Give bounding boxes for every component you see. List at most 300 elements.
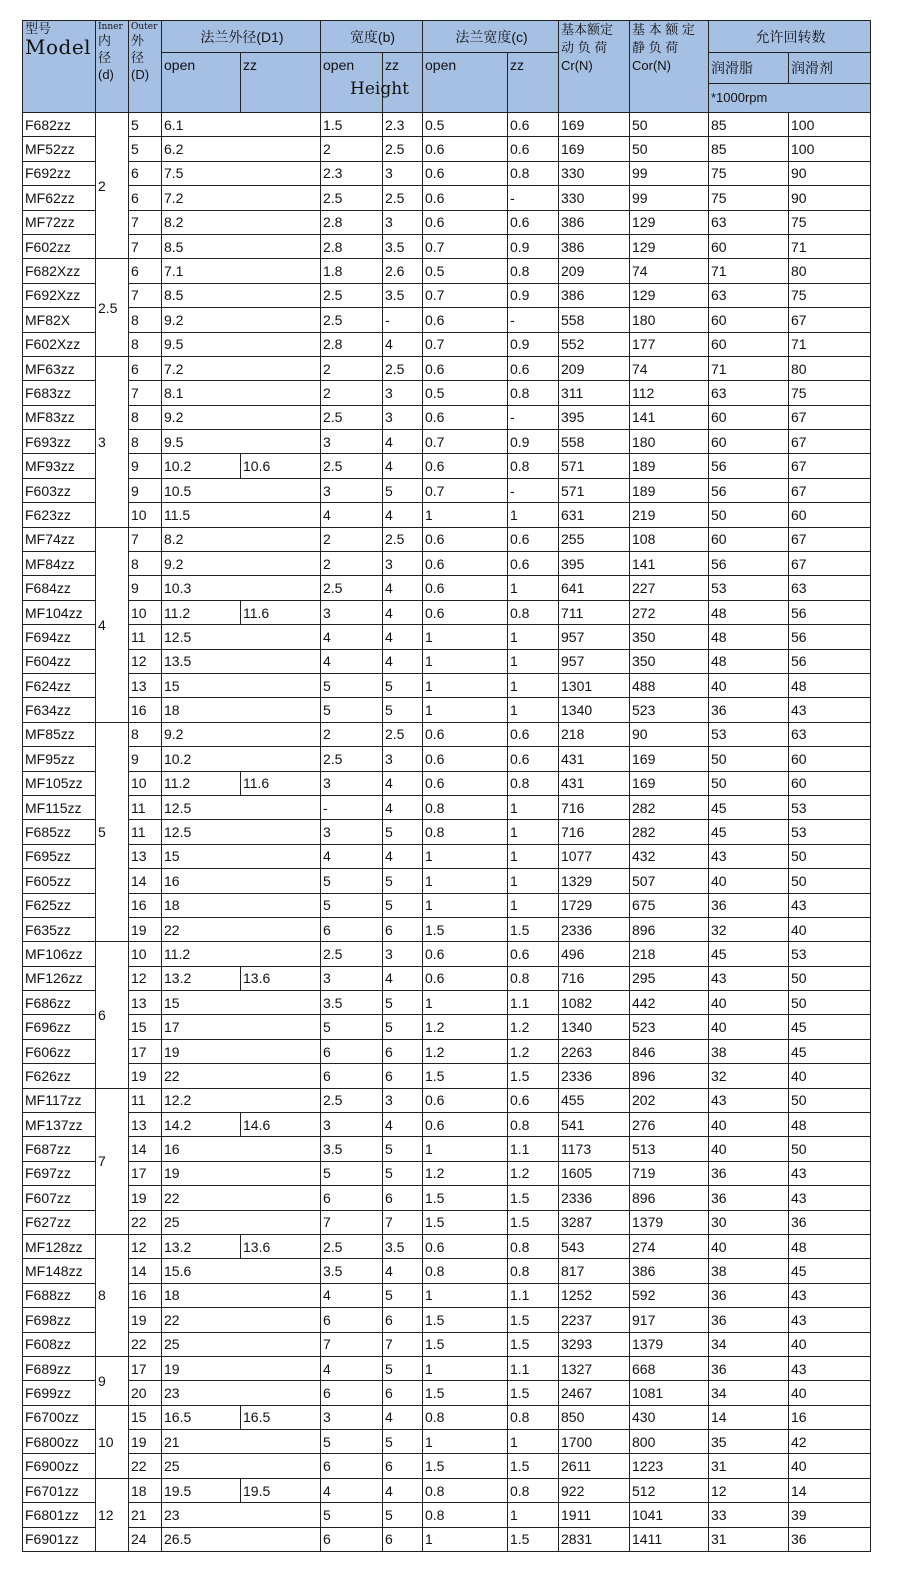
flange-width-zz-cell: - <box>508 478 559 502</box>
dynamic-load-cell: 922 <box>559 1478 630 1502</box>
table-row <box>23 1259 871 1283</box>
width-open-cell: - <box>321 795 383 819</box>
static-load-cell: 513 <box>630 1137 709 1161</box>
speed-oil-cell: 67 <box>789 430 871 454</box>
static-load-cell: 675 <box>630 893 709 917</box>
table-row <box>23 1356 871 1380</box>
dynamic-load-cell: 431 <box>559 771 630 795</box>
width-zz-cell: 3.5 <box>383 1234 423 1258</box>
outer-diameter-cell: 19 <box>129 917 162 941</box>
flange-width-zz-cell: 1 <box>508 1430 559 1454</box>
width-open-cell: 2 <box>321 381 383 405</box>
static-load-cell: 90 <box>630 722 709 746</box>
static-load-cell: 276 <box>630 1113 709 1137</box>
dynamic-load-cell: 716 <box>559 795 630 819</box>
static-load-cell: 169 <box>630 747 709 771</box>
flange-od-cell: 16 <box>162 1137 321 1161</box>
flange-od-zz-cell: 11.6 <box>241 600 321 624</box>
inner-diameter-cell: 4 <box>96 527 129 722</box>
outer-diameter-cell: 6 <box>129 356 162 380</box>
width-open-cell: 6 <box>321 1381 383 1405</box>
static-load-header <box>630 21 709 113</box>
dynamic-load-cell: 957 <box>559 625 630 649</box>
model-cell: MF117zz <box>23 1088 96 1112</box>
flange-width-open-cell: 1.5 <box>423 1454 508 1478</box>
table-row <box>23 1503 871 1527</box>
static-load-cell: 1041 <box>630 1503 709 1527</box>
static-load-line: 静 负 荷 <box>632 40 679 55</box>
width-open-cell: 3 <box>321 771 383 795</box>
speed-oil-cell: 60 <box>789 771 871 795</box>
speed-oil-cell: 45 <box>789 1259 871 1283</box>
inner-diameter-cell: 3 <box>96 356 129 527</box>
outer-header-line: 外 <box>131 33 145 48</box>
static-load-cell: 50 <box>630 137 709 161</box>
speed-grease-cell: 63 <box>709 283 789 307</box>
speed-grease-cell: 56 <box>709 454 789 478</box>
flange-width-zz-cell: 1.5 <box>508 1454 559 1478</box>
flange-width-open-cell: 0.8 <box>423 1503 508 1527</box>
inner-diameter-cell: 6 <box>96 942 129 1088</box>
speed-grease-cell: 43 <box>709 844 789 868</box>
speed-grease-cell: 40 <box>709 869 789 893</box>
speed-grease-cell: 36 <box>709 1356 789 1380</box>
speed-oil-cell: 48 <box>789 1113 871 1137</box>
width-zz-cell: 3 <box>383 552 423 576</box>
width-open-cell: 2.5 <box>321 283 383 307</box>
flange-width-zz-cell: 0.9 <box>508 234 559 258</box>
static-load-cell: 177 <box>630 332 709 356</box>
width-zz-cell: 5 <box>383 820 423 844</box>
width-open-cell: 4 <box>321 503 383 527</box>
table-body <box>23 113 871 1552</box>
width-open-cell: 6 <box>321 1527 383 1551</box>
width-open-cell: 3 <box>321 430 383 454</box>
outer-diameter-cell: 8 <box>129 722 162 746</box>
dynamic-load-cell: 255 <box>559 527 630 551</box>
flange-od-cell: 21 <box>162 1430 321 1454</box>
flange-width-open-cell: 0.6 <box>423 942 508 966</box>
flange-width-open-cell: 1 <box>423 673 508 697</box>
static-load-cell: 719 <box>630 1161 709 1185</box>
outer-diameter-cell: 12 <box>129 649 162 673</box>
speed-oil-cell: 67 <box>789 454 871 478</box>
dynamic-load-cell: 1911 <box>559 1503 630 1527</box>
width-open-cell: 6 <box>321 917 383 941</box>
flange-width-zz-cell: 0.9 <box>508 332 559 356</box>
flange-width-open-cell: 1 <box>423 844 508 868</box>
speed-grease-cell: 60 <box>709 430 789 454</box>
flange-width-open-cell: 1 <box>423 1527 508 1551</box>
model-cell: F699zz <box>23 1381 96 1405</box>
outer-diameter-cell: 8 <box>129 430 162 454</box>
grease-header: 润滑脂 <box>709 53 789 84</box>
width-open-cell: 2.8 <box>321 210 383 234</box>
table-row <box>23 673 871 697</box>
width-zz-cell: 2.6 <box>383 259 423 283</box>
speed-grease-cell: 34 <box>709 1381 789 1405</box>
flange-width-zz-cell: 0.6 <box>508 942 559 966</box>
static-load-cell: 282 <box>630 795 709 819</box>
model-cell: MF52zz <box>23 137 96 161</box>
table-row <box>23 576 871 600</box>
flange-width-header: 法兰宽度(c) <box>423 21 559 53</box>
width-zz-cell: 3.5 <box>383 234 423 258</box>
flange-width-open-cell: 1.5 <box>423 1186 508 1210</box>
flange-width-zz-cell: 0.8 <box>508 1405 559 1429</box>
width-open-cell: 6 <box>321 1186 383 1210</box>
table-row <box>23 1430 871 1454</box>
flange-od-cell: 8.5 <box>162 283 321 307</box>
flange-od-cell: 11.5 <box>162 503 321 527</box>
speed-oil-cell: 80 <box>789 356 871 380</box>
flange-width-open-cell: 1.2 <box>423 1039 508 1063</box>
width-open-cell: 4 <box>321 1283 383 1307</box>
speed-grease-cell: 32 <box>709 1064 789 1088</box>
table-row <box>23 186 871 210</box>
dynamic-load-cell: 1605 <box>559 1161 630 1185</box>
flange-width-open-cell: 0.6 <box>423 1088 508 1112</box>
inner-diameter-cell: 8 <box>96 1234 129 1356</box>
speed-grease-cell: 36 <box>709 1308 789 1332</box>
speed-grease-cell: 36 <box>709 1161 789 1185</box>
flange-od-zz-header: zz <box>241 53 321 113</box>
dynamic-load-cell: 641 <box>559 576 630 600</box>
speed-grease-cell: 60 <box>709 234 789 258</box>
width-open-cell: 5 <box>321 698 383 722</box>
flange-width-open-cell: 0.8 <box>423 820 508 844</box>
dynamic-load-cell: 386 <box>559 234 630 258</box>
table-row <box>23 1137 871 1161</box>
static-load-cell: 99 <box>630 161 709 185</box>
speed-oil-cell: 14 <box>789 1478 871 1502</box>
flange-od-cell: 18 <box>162 698 321 722</box>
flange-width-zz-cell: 1.5 <box>508 1308 559 1332</box>
model-header <box>23 21 96 113</box>
width-open-cell: 2 <box>321 722 383 746</box>
table-row <box>23 722 871 746</box>
dynamic-load-cell: 2336 <box>559 917 630 941</box>
flange-od-open-cell: 19.5 <box>162 1478 241 1502</box>
flange-od-open-cell: 13.2 <box>162 1234 241 1258</box>
model-header-cn: 型号 <box>25 21 52 36</box>
speed-grease-cell: 60 <box>709 405 789 429</box>
inner-diameter-cell: 10 <box>96 1405 129 1478</box>
width-open-cell: 2 <box>321 552 383 576</box>
width-open-cell: 3 <box>321 966 383 990</box>
model-cell: MF74zz <box>23 527 96 551</box>
dynamic-load-cell: 455 <box>559 1088 630 1112</box>
inner-diameter-header <box>96 21 129 113</box>
speed-grease-cell: 34 <box>709 1332 789 1356</box>
width-open-cell: 2 <box>321 527 383 551</box>
speed-oil-cell: 43 <box>789 1283 871 1307</box>
speed-grease-cell: 60 <box>709 332 789 356</box>
model-cell: F625zz <box>23 893 96 917</box>
table-row <box>23 161 871 185</box>
flange-width-zz-cell: 1 <box>508 869 559 893</box>
table-row <box>23 234 871 258</box>
outer-diameter-cell: 6 <box>129 161 162 185</box>
flange-od-cell: 7.2 <box>162 186 321 210</box>
width-zz-cell: 3 <box>383 210 423 234</box>
flange-width-open-cell: 1 <box>423 1283 508 1307</box>
speed-oil-cell: 100 <box>789 113 871 137</box>
width-zz-cell: 3 <box>383 405 423 429</box>
speed-grease-cell: 14 <box>709 1405 789 1429</box>
table-row <box>23 1186 871 1210</box>
inner-diameter-cell: 7 <box>96 1088 129 1234</box>
table-row <box>23 771 871 795</box>
speed-oil-cell: 56 <box>789 600 871 624</box>
dynamic-load-cell: 431 <box>559 747 630 771</box>
outer-diameter-cell: 14 <box>129 1137 162 1161</box>
dynamic-load-cell: 716 <box>559 820 630 844</box>
speed-grease-cell: 63 <box>709 210 789 234</box>
outer-diameter-header <box>129 21 162 113</box>
speed-grease-cell: 32 <box>709 917 789 941</box>
outer-diameter-cell: 17 <box>129 1161 162 1185</box>
static-load-cell: 592 <box>630 1283 709 1307</box>
table-row <box>23 113 871 137</box>
flange-od-cell: 16 <box>162 869 321 893</box>
dynamic-load-cell: 2336 <box>559 1064 630 1088</box>
dynamic-load-cell: 1252 <box>559 1283 630 1307</box>
flange-width-open-cell: 0.7 <box>423 430 508 454</box>
speed-grease-cell: 36 <box>709 1186 789 1210</box>
flange-width-open-cell: 1.5 <box>423 917 508 941</box>
static-load-cell: 74 <box>630 356 709 380</box>
flange-width-zz-cell: 1.5 <box>508 1527 559 1551</box>
flange-od-cell: 7.2 <box>162 356 321 380</box>
table-row <box>23 1039 871 1063</box>
flange-width-zz-cell: 1.5 <box>508 1186 559 1210</box>
outer-diameter-cell: 13 <box>129 991 162 1015</box>
width-open-cell: 6 <box>321 1308 383 1332</box>
flange-width-zz-cell: 0.6 <box>508 747 559 771</box>
static-load-cell: 189 <box>630 478 709 502</box>
flange-od-cell: 8.2 <box>162 210 321 234</box>
speed-grease-cell: 43 <box>709 1088 789 1112</box>
width-zz-cell: 6 <box>383 1454 423 1478</box>
table-row <box>23 1161 871 1185</box>
speed-oil-cell: 90 <box>789 186 871 210</box>
width-zz-cell: 6 <box>383 1381 423 1405</box>
flange-width-zz-cell: 0.6 <box>508 527 559 551</box>
flange-width-zz-cell: 0.9 <box>508 283 559 307</box>
width-open-cell: 2 <box>321 137 383 161</box>
speed-grease-cell: 31 <box>709 1527 789 1551</box>
speed-oil-cell: 100 <box>789 137 871 161</box>
width-zz-cell: 4 <box>383 1405 423 1429</box>
speed-oil-cell: 53 <box>789 820 871 844</box>
model-cell: F684zz <box>23 576 96 600</box>
dynamic-load-cell: 496 <box>559 942 630 966</box>
dyn-load-line: Cr(N) <box>561 58 593 73</box>
speed-oil-cell: 67 <box>789 308 871 332</box>
flange-od-cell: 25 <box>162 1210 321 1234</box>
flange-width-open-cell: 1 <box>423 1430 508 1454</box>
inner-diameter-cell: 2.5 <box>96 259 129 357</box>
flange-width-open-cell: 0.6 <box>423 576 508 600</box>
model-cell: F602Xzz <box>23 332 96 356</box>
flange-width-open-cell: 0.7 <box>423 283 508 307</box>
width-open-cell: 7 <box>321 1332 383 1356</box>
speed-grease-cell: 48 <box>709 625 789 649</box>
flange-width-zz-cell: 1.2 <box>508 1015 559 1039</box>
outer-diameter-cell: 7 <box>129 381 162 405</box>
flange-width-open-cell: 1 <box>423 649 508 673</box>
model-cell: F6700zz <box>23 1405 96 1429</box>
outer-diameter-cell: 19 <box>129 1064 162 1088</box>
outer-diameter-cell: 11 <box>129 820 162 844</box>
outer-diameter-cell: 18 <box>129 1478 162 1502</box>
outer-diameter-cell: 7 <box>129 527 162 551</box>
flange-width-zz-cell: 0.8 <box>508 161 559 185</box>
speed-oil-cell: 40 <box>789 1064 871 1088</box>
table-row <box>23 405 871 429</box>
speed-oil-cell: 67 <box>789 527 871 551</box>
dynamic-load-cell: 571 <box>559 454 630 478</box>
outer-diameter-cell: 10 <box>129 942 162 966</box>
width-open-cell: 4 <box>321 649 383 673</box>
flange-width-open-cell: 0.6 <box>423 137 508 161</box>
model-cell: MF93zz <box>23 454 96 478</box>
width-zz-cell: 4 <box>383 600 423 624</box>
table-row <box>23 1113 871 1137</box>
speed-grease-cell: 71 <box>709 259 789 283</box>
model-cell: F602zz <box>23 234 96 258</box>
dynamic-load-cell: 386 <box>559 283 630 307</box>
table-row <box>23 649 871 673</box>
speed-grease-cell: 36 <box>709 698 789 722</box>
dynamic-load-cell: 311 <box>559 381 630 405</box>
flange-width-open-cell: 0.6 <box>423 356 508 380</box>
flange-width-open-cell: 1.2 <box>423 1015 508 1039</box>
speed-grease-cell: 53 <box>709 576 789 600</box>
speed-grease-cell: 53 <box>709 722 789 746</box>
table-row <box>23 625 871 649</box>
speed-grease-cell: 71 <box>709 356 789 380</box>
flange-width-zz-cell: 0.8 <box>508 1113 559 1137</box>
width-zz-cell: 5 <box>383 1430 423 1454</box>
width-zz-cell: 7 <box>383 1210 423 1234</box>
table-row <box>23 478 871 502</box>
speed-oil-cell: 50 <box>789 966 871 990</box>
speed-oil-cell: 50 <box>789 869 871 893</box>
width-open-cell: 2.5 <box>321 405 383 429</box>
speed-oil-cell: 53 <box>789 942 871 966</box>
speed-oil-cell: 40 <box>789 1332 871 1356</box>
flange-od-cell: 8.1 <box>162 381 321 405</box>
flange-od-cell: 15 <box>162 673 321 697</box>
outer-diameter-cell: 7 <box>129 234 162 258</box>
flange-od-open-cell: 11.2 <box>162 600 241 624</box>
model-cell: MF104zz <box>23 600 96 624</box>
flange-od-cell: 18 <box>162 1283 321 1307</box>
width-open-cell: 5 <box>321 1503 383 1527</box>
table-row <box>23 1283 871 1307</box>
flange-width-open-cell: 0.5 <box>423 113 508 137</box>
speed-grease-cell: 33 <box>709 1503 789 1527</box>
flange-width-zz-cell: 1 <box>508 1503 559 1527</box>
model-cell: F685zz <box>23 820 96 844</box>
dynamic-load-cell: 169 <box>559 113 630 137</box>
inner-header-line: 径 <box>98 50 112 65</box>
flange-width-zz-cell: 1 <box>508 649 559 673</box>
speed-unit-header: *1000rpm <box>709 84 871 113</box>
flange-width-zz-cell: 0.8 <box>508 1259 559 1283</box>
flange-od-cell: 10.3 <box>162 576 321 600</box>
flange-width-zz-cell: 1 <box>508 893 559 917</box>
static-load-cell: 800 <box>630 1430 709 1454</box>
width-open-cell: 5 <box>321 893 383 917</box>
speed-grease-cell: 75 <box>709 161 789 185</box>
flange-od-cell: 15.6 <box>162 1259 321 1283</box>
static-load-cell: 169 <box>630 771 709 795</box>
flange-width-zz-cell: 0.8 <box>508 600 559 624</box>
dynamic-load-cell: 1729 <box>559 893 630 917</box>
outer-diameter-cell: 11 <box>129 625 162 649</box>
width-open-cell: 2.5 <box>321 1088 383 1112</box>
flange-width-zz-cell: 1.2 <box>508 1039 559 1063</box>
speed-header: 允许回转数 <box>709 21 871 53</box>
outer-diameter-cell: 24 <box>129 1527 162 1551</box>
speed-oil-cell: 90 <box>789 161 871 185</box>
model-cell: F696zz <box>23 1015 96 1039</box>
flange-width-open-cell: 0.8 <box>423 1405 508 1429</box>
outer-diameter-cell: 8 <box>129 332 162 356</box>
static-load-cell: 442 <box>630 991 709 1015</box>
outer-diameter-cell: 8 <box>129 308 162 332</box>
outer-diameter-cell: 15 <box>129 1015 162 1039</box>
speed-oil-cell: 67 <box>789 405 871 429</box>
static-load-cell: 108 <box>630 527 709 551</box>
speed-oil-cell: 45 <box>789 1015 871 1039</box>
outer-diameter-cell: 19 <box>129 1186 162 1210</box>
static-load-cell: 180 <box>630 308 709 332</box>
width-zz-cell: 4 <box>383 966 423 990</box>
outer-diameter-cell: 16 <box>129 698 162 722</box>
flange-od-cell: 6.1 <box>162 113 321 137</box>
flange-width-zz-cell: 0.8 <box>508 454 559 478</box>
outer-diameter-cell: 6 <box>129 259 162 283</box>
flange-od-cell: 19 <box>162 1039 321 1063</box>
table-row <box>23 1381 871 1405</box>
outer-diameter-cell: 22 <box>129 1454 162 1478</box>
model-cell: F6701zz <box>23 1478 96 1502</box>
width-open-cell: 4 <box>321 625 383 649</box>
table-row <box>23 283 871 307</box>
dynamic-load-cell: 716 <box>559 966 630 990</box>
dynamic-load-cell: 541 <box>559 1113 630 1137</box>
speed-grease-cell: 40 <box>709 673 789 697</box>
inner-diameter-cell: 5 <box>96 722 129 942</box>
dynamic-load-cell: 1082 <box>559 991 630 1015</box>
speed-oil-cell: 43 <box>789 1161 871 1185</box>
flange-od-zz-cell: 16.5 <box>241 1405 321 1429</box>
speed-grease-cell: 43 <box>709 966 789 990</box>
width-zz-cell: 4 <box>383 795 423 819</box>
speed-grease-cell: 45 <box>709 795 789 819</box>
static-load-cell: 430 <box>630 1405 709 1429</box>
model-cell: F689zz <box>23 1356 96 1380</box>
speed-grease-cell: 30 <box>709 1210 789 1234</box>
outer-diameter-cell: 9 <box>129 454 162 478</box>
model-cell: F624zz <box>23 673 96 697</box>
model-cell: F682zz <box>23 113 96 137</box>
model-cell: F603zz <box>23 478 96 502</box>
